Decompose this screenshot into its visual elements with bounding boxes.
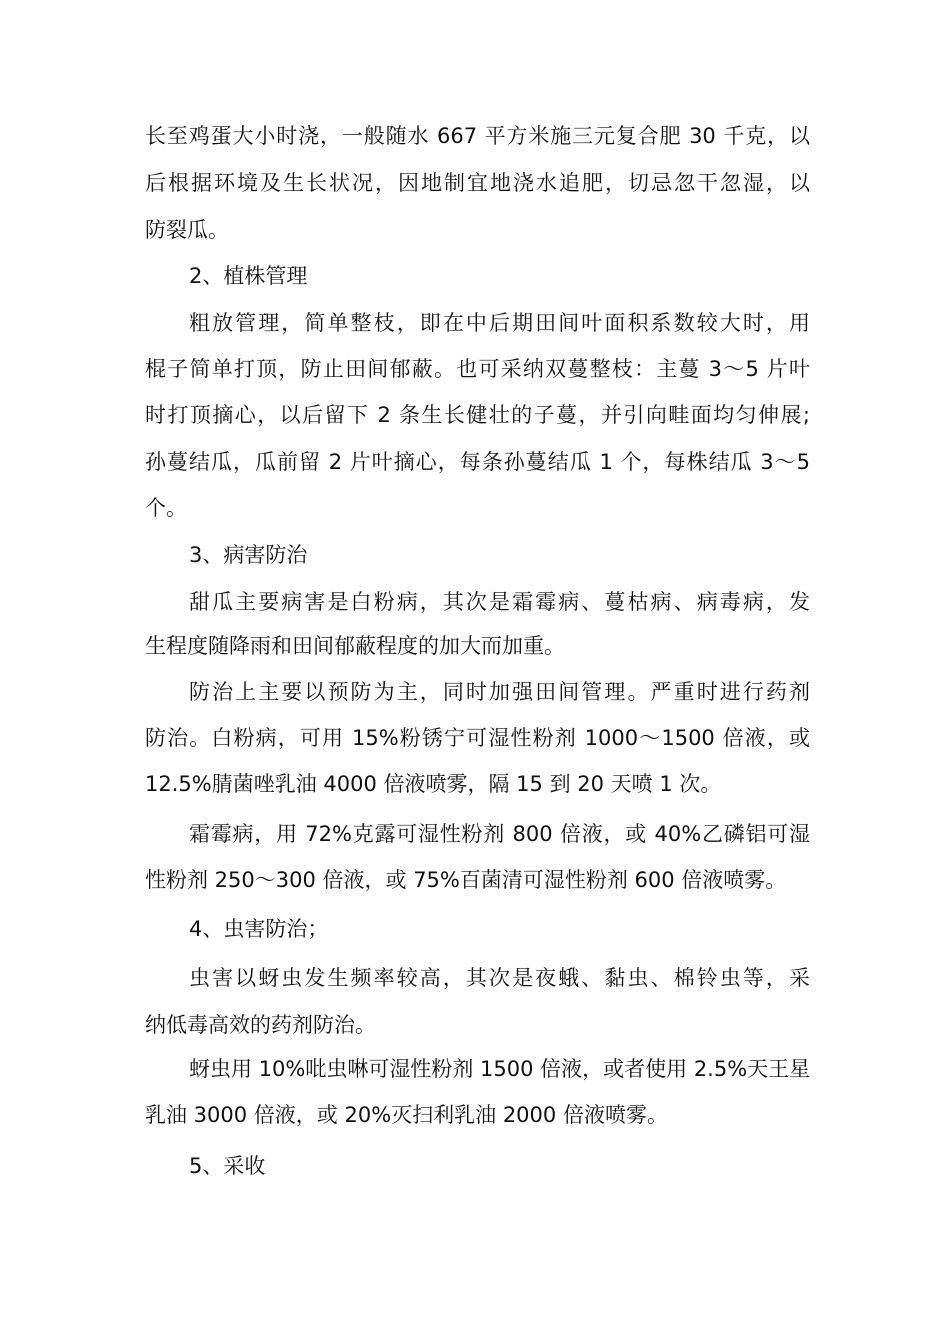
text-line: 棍子简单打顶，防止田间郁蔽。也可采纳双蔓整枝：主蔓 3～5 片叶 [145, 357, 810, 381]
text-line: 乳油 3000 倍液，或 20%灭扫利乳油 2000 倍液喷雾。 [145, 1103, 668, 1127]
text-line: 防裂瓜。 [145, 218, 229, 242]
text-line: 霜霉病，用 72%克露可湿性粉剂 800 倍液，或 40%乙磷铝可湿 [189, 822, 810, 846]
text-line: 个。 [145, 496, 187, 520]
section-heading: 4、虫害防治； [189, 917, 329, 941]
text-line: 粗放管理，简单整枝，即在中后期田间叶面积系数较大时，用 [189, 311, 810, 335]
text-line: 生程度随降雨和田间郁蔽程度的加大而加重。 [145, 634, 565, 658]
text-line: 12.5%腈菌唑乳油 4000 倍液喷雾，隔 15 到 20 天喷 1 次。 [145, 772, 722, 796]
section-heading: 5、采收 [189, 1154, 266, 1178]
text-line: 虫害以蚜虫发生频率较高，其次是夜蛾、黏虫、棉铃虫等，采 [189, 966, 810, 990]
text-line: 蚜虫用 10%吡虫啉可湿性粉剂 1500 倍液，或者使用 2.5%天王星 [189, 1057, 811, 1081]
text-line: 防治。白粉病，可用 15%粉锈宁可湿性粉剂 1000～1500 倍液，或 [145, 726, 810, 750]
text-line: 长至鸡蛋大小时浇，一般随水 667 平方米施三元复合肥 30 千克，以 [145, 124, 810, 148]
text-line: 孙蔓结瓜，瓜前留 2 片叶摘心，每条孙蔓结瓜 1 个，每株结瓜 3～5 [145, 450, 810, 474]
section-heading: 3、病害防治 [189, 543, 308, 567]
section-heading: 2、植株管理 [189, 264, 308, 288]
text-line: 甜瓜主要病害是白粉病，其次是霜霉病、蔓枯病、病毒病，发 [189, 590, 810, 614]
text-line: 时打顶摘心，以后留下 2 条生长健壮的子蔓，并引向畦面均匀伸展; [145, 403, 810, 427]
text-line: 后根据环境及生长状况，因地制宜地浇水追肥，切忌忽干忽湿，以 [145, 171, 810, 195]
text-line: 性粉剂 250～300 倍液，或 75%百菌清可湿性粉剂 600 倍液喷雾。 [145, 868, 787, 892]
text-line: 防治上主要以预防为主，同时加强田间管理。严重时进行药剂 [189, 680, 810, 704]
text-line: 纳低毒高效的药剂防治。 [145, 1013, 376, 1037]
